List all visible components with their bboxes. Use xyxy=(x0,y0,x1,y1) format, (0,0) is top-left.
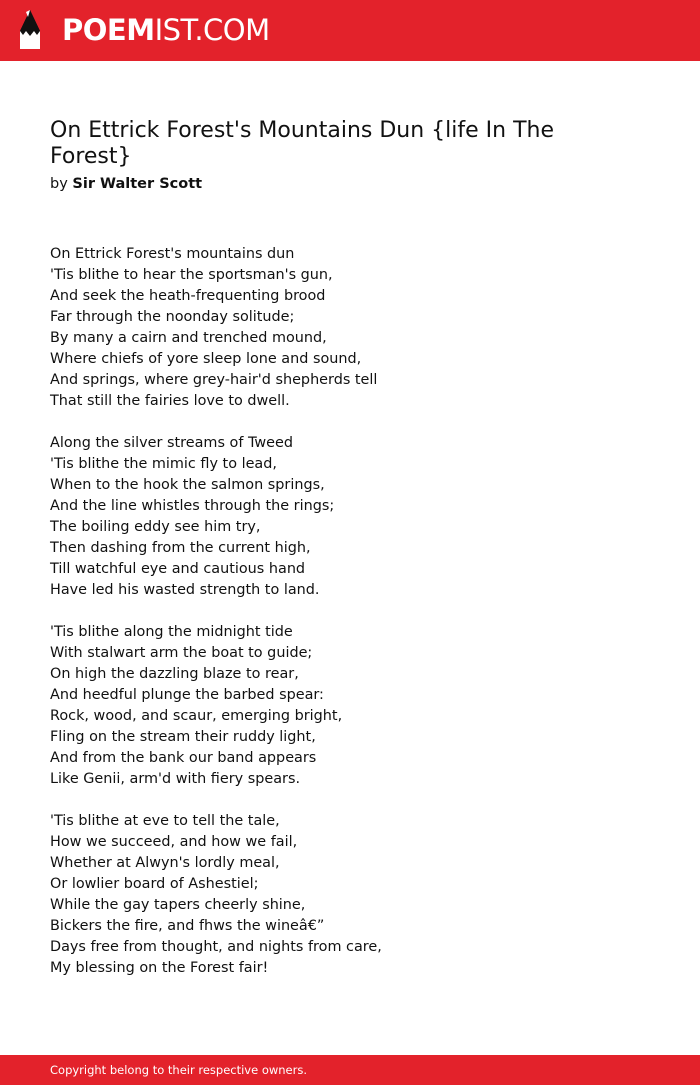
poem-line: Or lowlier board of Ashestiel; xyxy=(50,876,259,892)
poem-line: And from the bank our band appears xyxy=(50,750,317,766)
poem-line: Like Genii, arm'd with fiery spears. xyxy=(50,771,301,787)
poem-line: Rock, wood, and scaur, emerging bright, xyxy=(50,708,343,724)
poem-line: By many a cairn and trenched mound, xyxy=(50,330,327,346)
poem-title: On Ettrick Forest's Mountains Dun {life In The Forest} xyxy=(50,118,555,169)
poem-line: 'Tis blithe the mimic fly to lead, xyxy=(50,456,277,472)
poem-line: On high the dazzling blaze to rear, xyxy=(50,666,299,682)
poem-line: How we succeed, and how we fail, xyxy=(50,834,298,850)
by-label: by xyxy=(50,176,68,192)
poem-line: 'Tis blithe at eve to tell the tale, xyxy=(50,813,280,829)
poem-line: Far through the noonday solitude; xyxy=(50,309,295,325)
poem-line: And springs, where grey-hair'd shepherds tell xyxy=(50,372,378,388)
site-header xyxy=(0,0,700,61)
site-logo-text[interactable] xyxy=(62,13,270,47)
poem-line: Have led his wasted strength to land. xyxy=(50,582,320,598)
poem-line: Fling on the stream their ruddy light, xyxy=(50,729,316,745)
pencil-tip-icon[interactable] xyxy=(17,9,43,51)
poem-body xyxy=(50,244,650,1000)
poem-line: When to the hook the salmon springs, xyxy=(50,477,325,493)
brand-bold: POEM xyxy=(62,13,155,47)
poem-line: Where chiefs of yore sleep lone and sound, xyxy=(50,351,362,367)
poem-line: Till watchful eye and cautious hand xyxy=(50,561,306,577)
poem-line: On Ettrick Forest's mountains dun xyxy=(50,246,295,262)
poem-line: My blessing on the Forest fair! xyxy=(50,960,269,976)
poem-line: Whether at Alwyn's lordly meal, xyxy=(50,855,280,871)
poem-line: 'Tis blithe along the midnight tide xyxy=(50,624,293,640)
poem-line: Along the silver streams of Tweed xyxy=(50,435,293,451)
poem-line: And the line whistles through the rings; xyxy=(50,498,335,514)
copyright-text: Copyright belong to their respective owners. xyxy=(50,1063,308,1077)
site-footer xyxy=(0,1055,700,1085)
poem-line: That still the fairies love to dwell. xyxy=(50,393,290,409)
stanza xyxy=(50,433,650,601)
poem-line: The boiling eddy see him try, xyxy=(50,519,261,535)
stanza xyxy=(50,811,650,979)
poem-line: With stalwart arm the boat to guide; xyxy=(50,645,313,661)
byline xyxy=(50,175,202,193)
poem-line: Days free from thought, and nights from care, xyxy=(50,939,382,955)
poem-line: While the gay tapers cheerly shine, xyxy=(50,897,306,913)
stanza xyxy=(50,622,650,790)
brand-light: IST.COM xyxy=(154,13,270,47)
author-name: Sir Walter Scott xyxy=(72,176,203,192)
poem-line: And seek the heath-frequenting brood xyxy=(50,288,326,304)
stanza xyxy=(50,244,650,412)
poem-line: And heedful plunge the barbed spear: xyxy=(50,687,324,703)
poem-line: Bickers the fire, and fhws the wineâ€” xyxy=(50,918,325,934)
poem-line: Then dashing from the current high, xyxy=(50,540,311,556)
poem-line: 'Tis blithe to hear the sportsman's gun, xyxy=(50,267,333,283)
